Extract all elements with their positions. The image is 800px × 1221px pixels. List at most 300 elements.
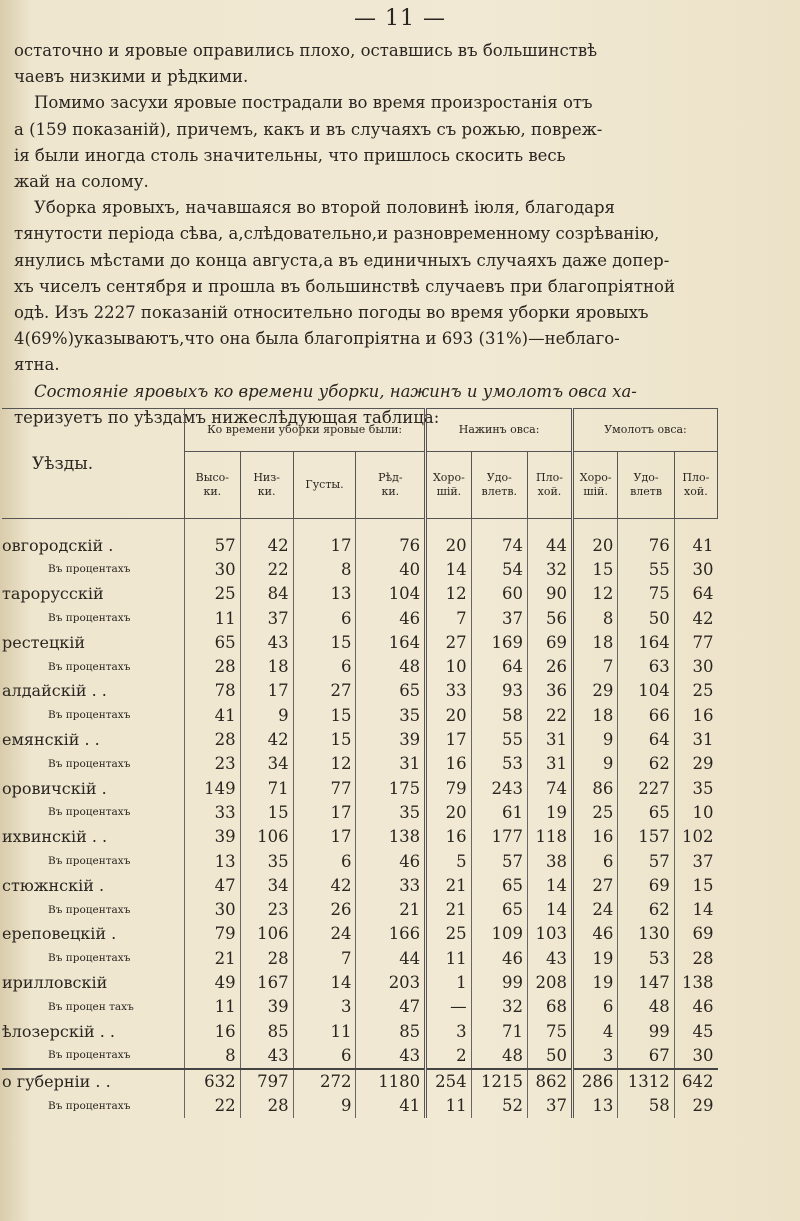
table-cell: 43	[356, 1043, 426, 1068]
table-cell: 175	[356, 776, 426, 800]
table-cell: 49	[185, 970, 241, 994]
table-cell: 46	[674, 995, 717, 1019]
table-cell: 37	[471, 606, 527, 630]
text-line: теризуетъ по уѣздамъ нижеслѣдующая таблица:	[14, 407, 440, 427]
column-header: Пло- хой.	[674, 452, 717, 519]
table-cell: 35	[356, 800, 426, 824]
table-row	[2, 970, 718, 994]
page-number: — 11 —	[354, 6, 446, 31]
uezd-name: ѣлозерскій . .	[2, 1021, 115, 1041]
percent-label: Въ процентахъ	[48, 612, 131, 625]
table-cell: 177	[471, 825, 527, 849]
text-line: а (159 показаній), причемъ, какъ и въ случаяхъ съ рожью, повреж-	[14, 119, 603, 139]
group-header: Умолотъ овса:	[572, 409, 717, 452]
table-cell: 67	[618, 1043, 674, 1068]
table-cell: 6	[293, 849, 356, 873]
table-cell: 46	[572, 922, 617, 946]
table-cell: 20	[426, 800, 471, 824]
table-cell: 34	[240, 752, 293, 776]
table-cell: 164	[356, 630, 426, 654]
table-cell: 149	[185, 776, 241, 800]
table-row	[2, 679, 718, 703]
table-cell: 79	[185, 922, 241, 946]
text-line: тянутости періода сѣва, а,слѣдовательно,и разновременному созрѣванію,	[14, 224, 660, 244]
table-cell: 11	[426, 946, 471, 970]
percent-label: Въ процен тахъ	[48, 1000, 134, 1013]
table-cell: 17	[293, 800, 356, 824]
table-cell: 862	[527, 1069, 572, 1094]
percent-label: Въ процентахъ	[48, 757, 131, 770]
table-cell: 286	[572, 1069, 617, 1094]
percent-row	[2, 946, 718, 970]
table-cell: 62	[618, 752, 674, 776]
table-cell: 8	[293, 557, 356, 581]
table-cell: —	[426, 995, 471, 1019]
table-cell: 29	[572, 679, 617, 703]
table-cell: 3	[293, 995, 356, 1019]
table-cell: 18	[572, 703, 617, 727]
table-cell: 272	[293, 1069, 356, 1094]
table-cell: 28	[240, 946, 293, 970]
uezd-name: ихвинскій . .	[2, 827, 108, 847]
table-cell: 27	[426, 630, 471, 654]
table-cell: 75	[527, 1019, 572, 1043]
table-cell: 44	[527, 533, 572, 557]
table-cell: 104	[618, 679, 674, 703]
percent-row	[2, 897, 718, 921]
table-cell: 8	[185, 1043, 241, 1068]
table-cell: 166	[356, 922, 426, 946]
table-cell: 35	[674, 776, 717, 800]
percent-row	[2, 849, 718, 873]
table-cell: 164	[618, 630, 674, 654]
table-cell: 30	[674, 1043, 717, 1068]
table-cell: 13	[185, 849, 241, 873]
column-header: Хоро- шій.	[426, 452, 471, 519]
table-cell: 47	[185, 873, 241, 897]
table-cell: 61	[471, 800, 527, 824]
table-cell: 20	[426, 703, 471, 727]
spacer-cell	[240, 519, 293, 534]
table-cell: 1312	[618, 1069, 674, 1094]
table-cell: 29	[674, 1094, 717, 1118]
spacer-cell	[185, 519, 241, 534]
table-cell: 109	[471, 922, 527, 946]
table-cell: 797	[240, 1069, 293, 1094]
table-cell: 64	[674, 582, 717, 606]
table-cell: 2	[426, 1043, 471, 1068]
table-cell: 254	[426, 1069, 471, 1094]
table-cell: 25	[674, 679, 717, 703]
table-cell: 33	[185, 800, 241, 824]
uezd-name: емянскій . .	[2, 730, 100, 750]
table-cell: 41	[356, 1094, 426, 1118]
table-cell: 63	[618, 654, 674, 678]
table-cell: 22	[185, 1094, 241, 1118]
table-cell: 76	[356, 533, 426, 557]
table-cell: 14	[527, 897, 572, 921]
table-row	[2, 630, 718, 654]
table-cell: 65	[185, 630, 241, 654]
table-cell: 106	[240, 825, 293, 849]
table-cell: 33	[356, 873, 426, 897]
table-cell: 632	[185, 1069, 241, 1094]
table-cell: 11	[426, 1094, 471, 1118]
table-cell: 14	[293, 970, 356, 994]
table-row	[2, 776, 718, 800]
text-line: Помимо засухи яровые пострадали во время произростанія отъ	[34, 93, 593, 113]
table-cell: 28	[185, 727, 241, 751]
table-cell: 147	[618, 970, 674, 994]
table-cell: 167	[240, 970, 293, 994]
spacer-cell	[618, 519, 674, 534]
table-cell: 76	[618, 533, 674, 557]
table-cell: 13	[293, 582, 356, 606]
table-cell: 44	[356, 946, 426, 970]
table-cell: 102	[674, 825, 717, 849]
table-cell: 11	[185, 606, 241, 630]
percent-label: Въ процентахъ	[48, 903, 131, 916]
percent-label: Въ процентахъ	[48, 1099, 131, 1112]
table-cell: 31	[527, 727, 572, 751]
table-cell: 6	[572, 995, 617, 1019]
table-cell: 39	[185, 825, 241, 849]
spacer-cell	[2, 519, 185, 534]
percent-row	[2, 752, 718, 776]
table-cell: 14	[674, 897, 717, 921]
table-cell: 74	[471, 533, 527, 557]
table-cell: 9	[572, 727, 617, 751]
uezd-name: рестецкій	[2, 632, 86, 652]
table-row	[2, 533, 718, 557]
table-cell: 20	[426, 533, 471, 557]
table-cell: 28	[674, 946, 717, 970]
uezd-name: ереповецкій .	[2, 924, 117, 944]
percent-label: Въ процентахъ	[48, 806, 131, 819]
table-cell: 42	[240, 533, 293, 557]
table-cell: 41	[674, 533, 717, 557]
table-cell: 118	[527, 825, 572, 849]
table-cell: 203	[356, 970, 426, 994]
table-cell: 35	[356, 703, 426, 727]
table-cell: 227	[618, 776, 674, 800]
table-cell: 25	[426, 922, 471, 946]
table-cell: 1180	[356, 1069, 426, 1094]
table-cell: 10	[426, 654, 471, 678]
column-header: Низ- ки.	[240, 452, 293, 519]
table-cell: 37	[527, 1094, 572, 1118]
text-line: ятна.	[14, 355, 60, 375]
table-cell: 34	[240, 873, 293, 897]
table-cell: 75	[618, 582, 674, 606]
uezd-name: тарорусскій	[2, 584, 104, 604]
percent-label: Въ процентахъ	[48, 952, 131, 965]
table-row	[2, 582, 718, 606]
table-cell: 11	[185, 995, 241, 1019]
percent-row	[2, 1094, 718, 1118]
table-cell: 24	[293, 922, 356, 946]
table-cell: 15	[293, 630, 356, 654]
table-cell: 48	[471, 1043, 527, 1068]
column-header: Удо- влетв	[618, 452, 674, 519]
table-cell: 42	[240, 727, 293, 751]
table-row	[2, 825, 718, 849]
spacer-cell	[572, 519, 617, 534]
text-line: жай на солому.	[14, 172, 149, 192]
table-cell: 47	[356, 995, 426, 1019]
percent-row	[2, 703, 718, 727]
table-cell: 18	[572, 630, 617, 654]
group-header: Ко времени уборки яровые были:	[185, 409, 426, 452]
table-cell: 15	[293, 703, 356, 727]
percent-label: Въ процентахъ	[48, 563, 131, 576]
table-cell: 208	[527, 970, 572, 994]
table-cell: 48	[618, 995, 674, 1019]
table-row	[2, 727, 718, 751]
column-header: Удо- влетв.	[471, 452, 527, 519]
uezd-name: оровичскій .	[2, 778, 107, 798]
table-cell: 41	[185, 703, 241, 727]
table-cell: 46	[471, 946, 527, 970]
text-line: Уборка яровыхъ, начавшаяся во второй половинѣ іюля, благодаря	[34, 198, 615, 218]
table-cell: 15	[674, 873, 717, 897]
table-cell: 54	[471, 557, 527, 581]
table-row	[2, 873, 718, 897]
text-line: янулись мѣстами до конца августа,а въ единичныхъ случаяхъ даже допер-	[14, 250, 670, 270]
table-cell: 19	[572, 946, 617, 970]
table-cell: 17	[240, 679, 293, 703]
table-cell: 12	[293, 752, 356, 776]
table-cell: 13	[572, 1094, 617, 1118]
spacer-cell	[471, 519, 527, 534]
text-line: ія были иногда столь значительны, что пришлось скосить весь	[14, 145, 566, 165]
table-cell: 77	[674, 630, 717, 654]
table-cell: 14	[426, 557, 471, 581]
group-header: Нажинъ овса:	[426, 409, 573, 452]
table-cell: 29	[674, 752, 717, 776]
table-cell: 6	[293, 654, 356, 678]
percent-row	[2, 995, 718, 1019]
table-cell: 104	[356, 582, 426, 606]
table-cell: 69	[527, 630, 572, 654]
table-cell: 20	[572, 533, 617, 557]
oats-table	[2, 408, 718, 1118]
column-header: Высо- ки.	[185, 452, 241, 519]
table-cell: 43	[240, 1043, 293, 1068]
table-cell: 58	[471, 703, 527, 727]
table-cell: 48	[356, 654, 426, 678]
table-cell: 36	[527, 679, 572, 703]
column-header: Пло- хой.	[527, 452, 572, 519]
table-cell: 32	[471, 995, 527, 1019]
table-cell: 27	[572, 873, 617, 897]
table-cell: 8	[572, 606, 617, 630]
table-cell: 43	[240, 630, 293, 654]
table-cell: 5	[426, 849, 471, 873]
table-cell: 90	[527, 582, 572, 606]
table-body	[2, 519, 718, 1119]
table-cell: 16	[426, 752, 471, 776]
table-cell: 56	[527, 606, 572, 630]
table-cell: 6	[572, 849, 617, 873]
uezd-name: ирилловскій	[2, 972, 108, 992]
table-cell: 3	[572, 1043, 617, 1068]
table-cell: 86	[572, 776, 617, 800]
table-cell: 30	[674, 654, 717, 678]
text-line: Состояніе яровыхъ ко времени уборки, нажинъ и умолотъ овса ха-	[34, 381, 637, 401]
table-cell: 14	[527, 873, 572, 897]
table-cell: 71	[240, 776, 293, 800]
table-cell: 10	[674, 800, 717, 824]
table-cell: 642	[674, 1069, 717, 1094]
percent-label: Въ процентахъ	[48, 660, 131, 673]
table-row	[2, 1069, 718, 1094]
percent-label: Въ процентахъ	[48, 1049, 131, 1062]
uezd-header: Уѣзды.	[2, 409, 185, 519]
table-cell: 28	[240, 1094, 293, 1118]
table-row	[2, 1019, 718, 1043]
table-cell: 17	[293, 825, 356, 849]
table-cell: 35	[240, 849, 293, 873]
text-line: 4(69%)указываютъ,что она была благопріятна и 693 (31%)—неблаго-	[14, 329, 620, 349]
table-cell: 79	[426, 776, 471, 800]
table-cell: 21	[185, 946, 241, 970]
table-cell: 30	[185, 557, 241, 581]
table-cell: 21	[426, 897, 471, 921]
table-cell: 15	[293, 727, 356, 751]
table-cell: 9	[572, 752, 617, 776]
table-cell: 66	[618, 703, 674, 727]
table-cell: 25	[572, 800, 617, 824]
table-cell: 55	[618, 557, 674, 581]
spacer-cell	[293, 519, 356, 534]
table-cell: 11	[293, 1019, 356, 1043]
table-cell: 25	[185, 582, 241, 606]
table-cell: 18	[240, 654, 293, 678]
table-cell: 84	[240, 582, 293, 606]
table-cell: 37	[674, 849, 717, 873]
table-cell: 99	[618, 1019, 674, 1043]
table-cell: 21	[356, 897, 426, 921]
table-cell: 65	[471, 873, 527, 897]
table-cell: 16	[674, 703, 717, 727]
table-cell: 9	[293, 1094, 356, 1118]
spacer-cell	[674, 519, 717, 534]
table-cell: 16	[572, 825, 617, 849]
percent-label: Въ процентахъ	[48, 855, 131, 867]
table-cell: 3	[426, 1019, 471, 1043]
table-cell: 64	[471, 654, 527, 678]
table-cell: 24	[572, 897, 617, 921]
uezd-name: о губерніи . .	[2, 1069, 185, 1094]
table-cell: 103	[527, 922, 572, 946]
table-cell: 12	[572, 582, 617, 606]
column-header: Хоро- шій.	[572, 452, 617, 519]
table-cell: 57	[185, 533, 241, 557]
table-cell: 33	[426, 679, 471, 703]
text-line: чаевъ низкими и рѣдкими.	[14, 67, 249, 87]
table-cell: 62	[618, 897, 674, 921]
table-cell: 69	[618, 873, 674, 897]
column-header: Густы.	[293, 452, 356, 519]
table-cell: 37	[240, 606, 293, 630]
table-cell: 130	[618, 922, 674, 946]
table-row	[2, 922, 718, 946]
table-cell: 50	[618, 606, 674, 630]
table-cell: 85	[240, 1019, 293, 1043]
body-text	[14, 38, 794, 431]
table-cell: 55	[471, 727, 527, 751]
table-cell: 15	[240, 800, 293, 824]
table-cell: 7	[572, 654, 617, 678]
table-cell: 68	[527, 995, 572, 1019]
table-cell: 53	[618, 946, 674, 970]
table-cell: 106	[240, 922, 293, 946]
percent-row	[2, 800, 718, 824]
table-cell: 17	[293, 533, 356, 557]
table-cell: 50	[527, 1043, 572, 1068]
table-cell: 71	[471, 1019, 527, 1043]
table-cell: 16	[426, 825, 471, 849]
table-cell: 16	[185, 1019, 241, 1043]
table-cell: 157	[618, 825, 674, 849]
table-cell: 30	[185, 897, 241, 921]
table-cell: 85	[356, 1019, 426, 1043]
table-cell: 4	[572, 1019, 617, 1043]
table-cell: 21	[426, 873, 471, 897]
table-cell: 1	[426, 970, 471, 994]
table-cell: 57	[471, 849, 527, 873]
text-line: хъ чиселъ сентября и прошла въ большинствѣ случаевъ при благопріятной	[14, 276, 675, 296]
table-cell: 78	[185, 679, 241, 703]
table-cell: 31	[674, 727, 717, 751]
table-cell: 9	[240, 703, 293, 727]
table-cell: 26	[293, 897, 356, 921]
table-cell: 60	[471, 582, 527, 606]
table-cell: 31	[356, 752, 426, 776]
table-cell: 39	[240, 995, 293, 1019]
table-cell: 46	[356, 606, 426, 630]
percent-row	[2, 1043, 718, 1068]
table-cell: 65	[356, 679, 426, 703]
table-cell: 77	[293, 776, 356, 800]
table-cell: 45	[674, 1019, 717, 1043]
table-cell: 12	[426, 582, 471, 606]
table-cell: 38	[527, 849, 572, 873]
spacer-cell	[426, 519, 471, 534]
table-cell: 57	[618, 849, 674, 873]
table-cell: 22	[240, 557, 293, 581]
table-cell: 93	[471, 679, 527, 703]
table-cell: 52	[471, 1094, 527, 1118]
table-cell: 6	[293, 606, 356, 630]
text-line: одѣ. Изъ 2227 показаній относительно погоды во время уборки яровыхъ	[14, 303, 649, 323]
uezd-name: стюжнскій .	[2, 875, 105, 895]
table-cell: 243	[471, 776, 527, 800]
table-cell: 7	[293, 946, 356, 970]
table-cell: 27	[293, 679, 356, 703]
spacer-cell	[527, 519, 572, 534]
table-cell: 30	[674, 557, 717, 581]
table-cell: 17	[426, 727, 471, 751]
table-cell: 31	[527, 752, 572, 776]
table-cell: 138	[356, 825, 426, 849]
percent-row	[2, 654, 718, 678]
column-header: Рѣд- ки.	[356, 452, 426, 519]
table-cell: 1215	[471, 1069, 527, 1094]
table-cell: 69	[674, 922, 717, 946]
table-cell: 6	[293, 1043, 356, 1068]
